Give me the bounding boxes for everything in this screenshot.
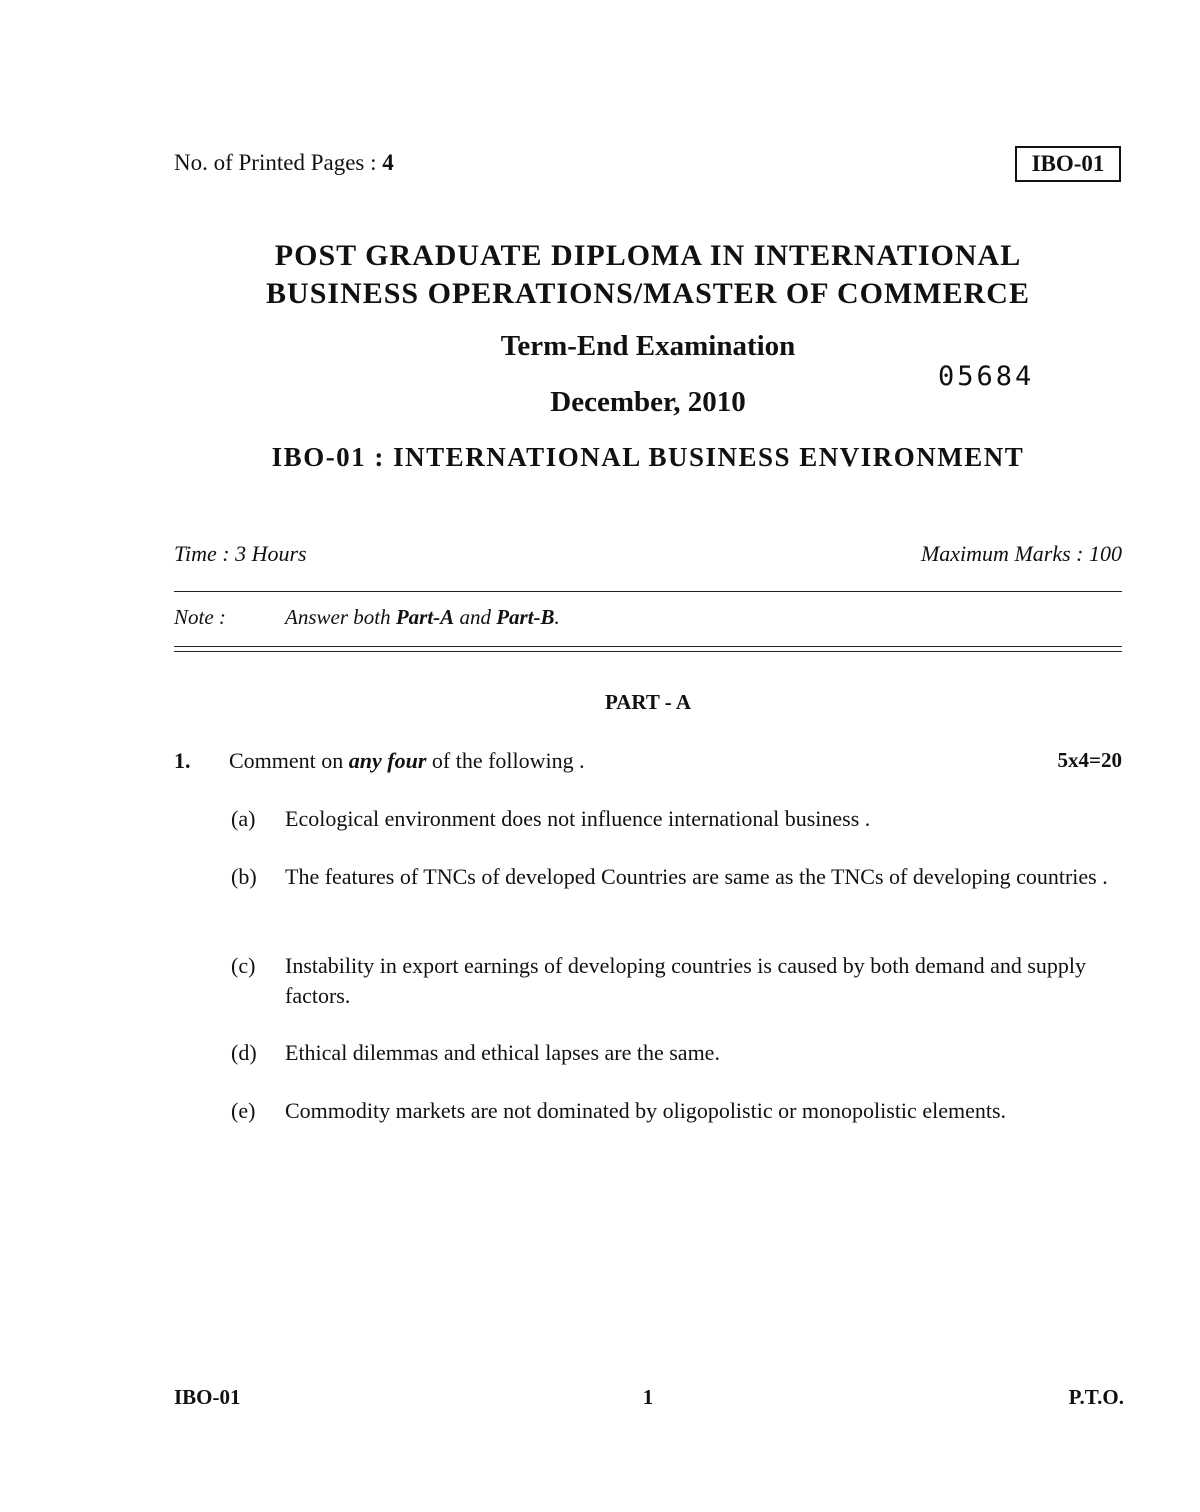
note-text-prefix: Answer both — [285, 605, 396, 629]
printed-pages-label: No. of Printed Pages : — [174, 150, 383, 175]
question-number: 1. — [174, 748, 191, 773]
sub-question-label-b: (b) — [231, 864, 257, 889]
time-allowed: Time : 3 Hours — [174, 541, 307, 566]
note-text-mid: and — [454, 605, 497, 629]
note-text — [285, 605, 560, 630]
sub-question-label-d: (d) — [231, 1040, 257, 1065]
sub-question-label-e: (e) — [231, 1098, 256, 1123]
question-text-suffix: of the following . — [426, 748, 585, 773]
question-emphasis: any four — [348, 748, 427, 773]
please-turn-over: P.T.O. — [1068, 1385, 1124, 1409]
divider-top — [174, 591, 1122, 592]
sub-question-text-c: Instability in export earnings of developing countries is caused by both demand and supply factors. — [285, 953, 1087, 1008]
printed-pages-info — [174, 150, 394, 176]
note-part-a: Part-A — [395, 605, 455, 629]
question-text-prefix: Comment on — [229, 748, 349, 773]
course-code-box: IBO-01 — [1015, 146, 1121, 182]
question-text — [229, 748, 585, 774]
footer-course-code: IBO-01 — [174, 1385, 241, 1409]
course-title: IBO-01 : INTERNATIONAL BUSINESS ENVIRONMENT — [271, 442, 1025, 472]
sub-question-text-d: Ethical dilemmas and ethical lapses are the same. — [285, 1040, 720, 1065]
divider-double-1 — [174, 646, 1122, 647]
note-text-suffix: . — [554, 605, 560, 629]
note-part-b: Part-B — [496, 605, 555, 629]
exam-name: Term-End Examination — [500, 330, 796, 362]
exam-date: December, 2010 — [550, 386, 746, 418]
serial-number: 05684 — [938, 361, 1035, 392]
printed-pages-value: 4 — [382, 150, 394, 175]
sub-question-label-a: (a) — [231, 806, 256, 831]
programme-title-line1: POST GRADUATE DIPLOMA IN INTERNATIONAL — [274, 239, 1022, 272]
programme-title-line2: BUSINESS OPERATIONS/MASTER OF COMMERCE — [266, 277, 1030, 310]
sub-question-label-c: (c) — [231, 953, 256, 978]
sub-question-text-a: Ecological environment does not influence international business . — [285, 806, 871, 831]
page-number: 1 — [642, 1385, 654, 1409]
sub-question-text-b: The features of TNCs of developed Countries are same as the TNCs of developing countries . — [285, 864, 1108, 889]
divider-double-2 — [174, 651, 1122, 652]
sub-question-text-e: Commodity markets are not dominated by oligopolistic or monopolistic elements. — [285, 1098, 1007, 1123]
maximum-marks: Maximum Marks : 100 — [920, 541, 1122, 566]
question-marks: 5x4=20 — [1057, 748, 1122, 772]
part-a-heading: PART - A — [605, 690, 691, 714]
note-label: Note : — [174, 605, 226, 629]
